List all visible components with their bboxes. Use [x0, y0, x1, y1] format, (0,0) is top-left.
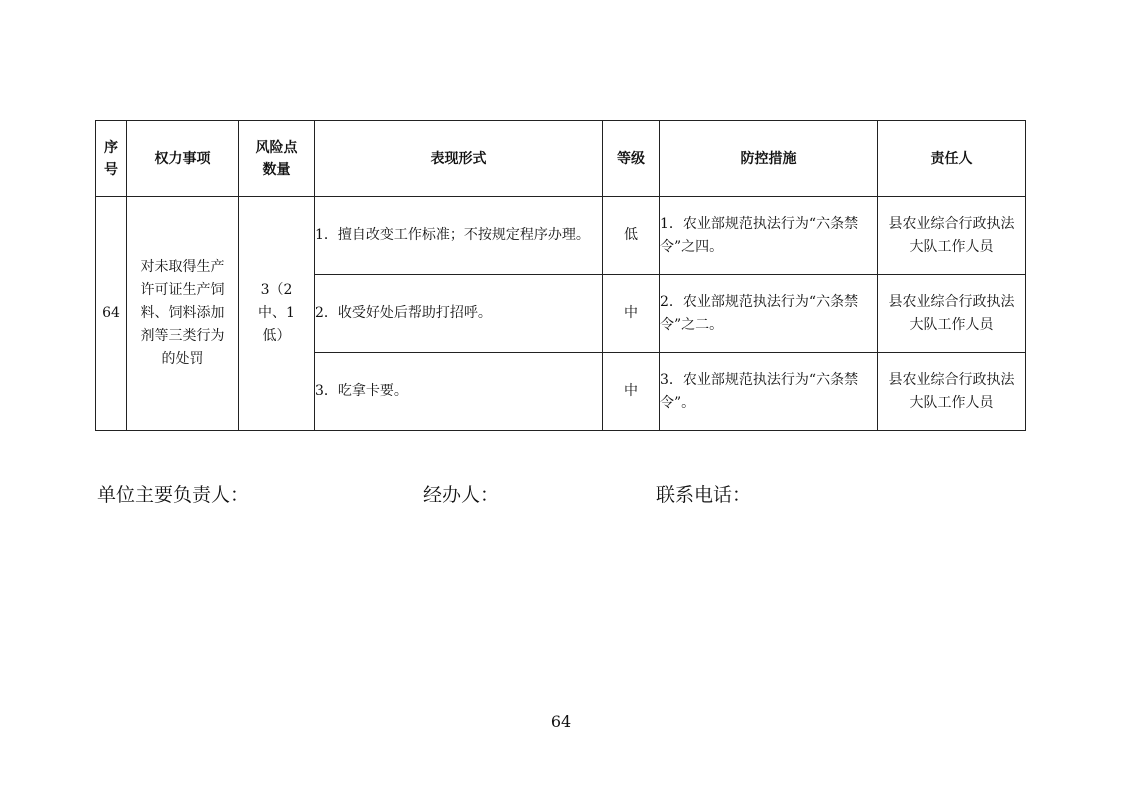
header-level: 等级	[603, 121, 660, 197]
footer-handler: 经办人：	[423, 484, 500, 506]
header-item: 权力事项	[127, 121, 239, 197]
cell-level: 中	[603, 275, 660, 353]
cell-item: 对未取得生产许可证生产饲料、饲料添加剂等三类行为的处罚	[127, 197, 239, 431]
cell-measure: 1．农业部规范执法行为“六条禁令”之四。	[660, 197, 878, 275]
cell-form: 1．擅自改变工作标准；不按规定程序办理。	[315, 197, 603, 275]
cell-person: 县农业综合行政执法大队工作人员	[878, 275, 1026, 353]
cell-measure: 3．农业部规范执法行为“六条禁令”。	[660, 353, 878, 431]
cell-person: 县农业综合行政执法大队工作人员	[878, 353, 1026, 431]
cell-level: 低	[603, 197, 660, 275]
header-form: 表现形式	[315, 121, 603, 197]
footer-phone: 联系电话：	[656, 484, 752, 506]
cell-measure: 2．农业部规范执法行为“六条禁令”之二。	[660, 275, 878, 353]
header-seq: 序号	[96, 121, 127, 197]
cell-level: 中	[603, 353, 660, 431]
table-header-row	[96, 121, 1026, 197]
cell-person: 县农业综合行政执法大队工作人员	[878, 197, 1026, 275]
cell-seq: 64	[96, 197, 127, 431]
page-number: 64	[550, 712, 572, 731]
footer-unit-head: 单位主要负责人：	[97, 484, 250, 506]
risk-table	[95, 120, 1026, 431]
cell-form: 3．吃拿卡要。	[315, 353, 603, 431]
header-measure: 防控措施	[660, 121, 878, 197]
header-count: 风险点数量	[239, 121, 315, 197]
header-person: 责任人	[878, 121, 1026, 197]
cell-count: 3（2中、1低）	[239, 197, 315, 431]
table-row	[96, 197, 1026, 275]
cell-form: 2．收受好处后帮助打招呼。	[315, 275, 603, 353]
